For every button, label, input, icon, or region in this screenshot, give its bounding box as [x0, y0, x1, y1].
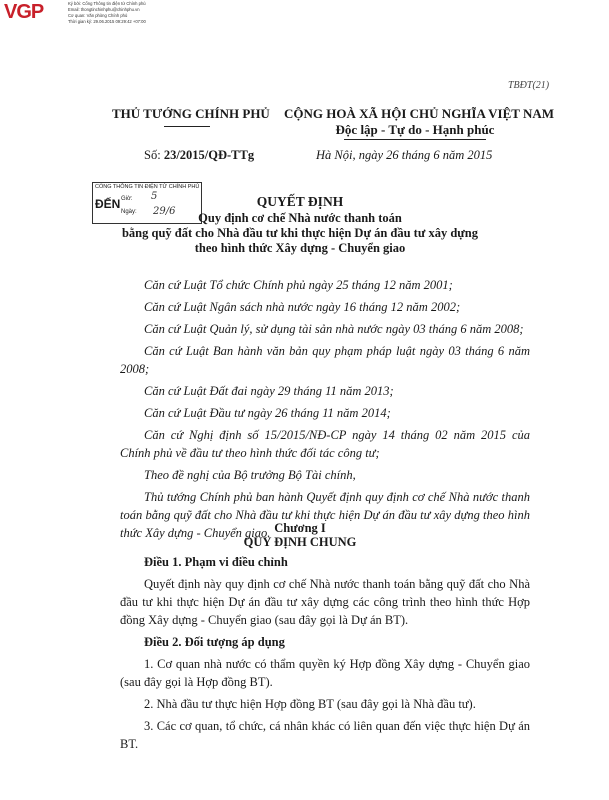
country-name: CỘNG HOÀ XÃ HỘI CHỦ NGHĨA VIỆT NAM [284, 106, 555, 121]
stamp-den: ĐẾN [95, 197, 121, 211]
issuer-rule [164, 126, 210, 127]
articles [120, 553, 530, 753]
stamp-org: CỔNG THÔNG TIN ĐIỆN TỬ CHÍNH PHỦ [95, 184, 200, 190]
article-2-title: Điều 2. Đối tượng áp dụng [144, 635, 285, 649]
article-2-item: 1. Cơ quan nhà nước có thẩm quyền ký Hợp đồng Xây dựng - Chuyển giao (sau đây gọi là Hợp đồng BT). [120, 657, 530, 689]
banner-line: Thời gian ký: 29.06.2015 09:29:42 +07:00 [68, 19, 146, 24]
basis-paragraph: Căn cứ Luật Tổ chức Chính phủ ngày 25 tháng 12 năm 2001; [144, 278, 453, 292]
place-date: Hà Nội, ngày 26 tháng 6 năm 2015 [316, 148, 493, 162]
basis-paragraph: Theo đề nghị của Bộ trưởng Bộ Tài chính, [144, 468, 356, 482]
motto: Độc lập - Tự do - Hạnh phúc [335, 122, 495, 137]
basis-paragraph: Căn cứ Nghị định số 15/2015/NĐ-CP ngày 14 tháng 02 năm 2015 của Chính phủ về đầu tư theo hình thức đối tác công tư; [120, 428, 530, 460]
motto-rule [344, 139, 486, 140]
issuer: THỦ TƯỚNG CHÍNH PHỦ [112, 106, 270, 121]
number-value: 23/2015/QĐ-TTg [163, 148, 255, 162]
chapter-number: Chương I [274, 521, 326, 535]
article-2-item: 3. Các cơ quan, tổ chức, cá nhân khác có liên quan đến việc thực hiện Dự án BT. [120, 719, 530, 751]
title-line: bằng quỹ đất cho Nhà đầu tư khi thực hiện Dự án đầu tư xây dựng [121, 226, 478, 240]
banner-line: Email: thongtinchinhphu@chinhphu.vn [68, 7, 140, 12]
basis-paragraph: Căn cứ Luật Đất đai ngày 29 tháng 11 năm 2013; [144, 384, 394, 398]
stamp-ngay-label: Ngày: [121, 209, 137, 215]
article-1-text: Quyết định này quy định cơ chế Nhà nước thanh toán bằng quỹ đất cho Nhà đầu tư khi thực hiện Dự án đầu tư xây dựng các công trình theo hình thức Hợp đồng Xây dựng - Chuyển giao (sau đây gọi là Dự án BT). [120, 577, 530, 627]
legal-bases [120, 276, 530, 542]
document-number [144, 148, 254, 163]
title-line: Quy định cơ chế Nhà nước thanh toán [198, 211, 402, 225]
stamp-ngay-value: 29/6 [153, 206, 176, 217]
stamp-gio-value: 5 [151, 191, 158, 202]
basis-paragraph: Căn cứ Luật Ngân sách nhà nước ngày 16 tháng 12 năm 2002; [144, 300, 461, 314]
number-prefix: Số: [144, 148, 164, 162]
decision-heading: QUYẾT ĐỊNH [256, 194, 344, 209]
stamp-gio-label: Giờ: [121, 196, 133, 202]
basis-paragraph: Căn cứ Luật Ban hành văn bản quy phạm pháp luật ngày 03 tháng 6 năm 2008; [120, 344, 530, 376]
banner-line: Ký bởi: Cổng Thông tin điện tử Chính phủ [68, 1, 146, 6]
chapter-name: QUY ĐỊNH CHUNG [243, 535, 357, 549]
basis-paragraph: Căn cứ Luật Đầu tư ngày 26 tháng 11 năm 2014; [144, 406, 391, 420]
banner-line: Cơ quan: Văn phòng Chính phủ [68, 13, 128, 18]
basis-paragraph: Thủ tướng Chính phủ ban hành Quyết định quy định cơ chế Nhà nước thanh toán bằng quỹ đất cho Nhà đầu tư khi thực hiện Dự án đầu tư xây dựng theo hình thức Xây dựng - Chuyển giao. [120, 490, 530, 540]
basis-paragraph: Căn cứ Luật Quản lý, sử dụng tài sản nhà nước ngày 03 tháng 6 năm 2008; [144, 322, 524, 336]
title-line: theo hình thức Xây dựng - Chuyển giao [194, 241, 406, 255]
vgp-logo: VGP [4, 1, 44, 23]
article-1-title: Điều 1. Phạm vi điều chỉnh [144, 555, 288, 569]
article-2-item: 2. Nhà đầu tư thực hiện Hợp đồng BT (sau đây gọi là Nhà đầu tư). [144, 697, 476, 711]
handwritten-note: TBĐT(21) [508, 80, 550, 91]
vgp-signature-banner [0, 0, 196, 28]
